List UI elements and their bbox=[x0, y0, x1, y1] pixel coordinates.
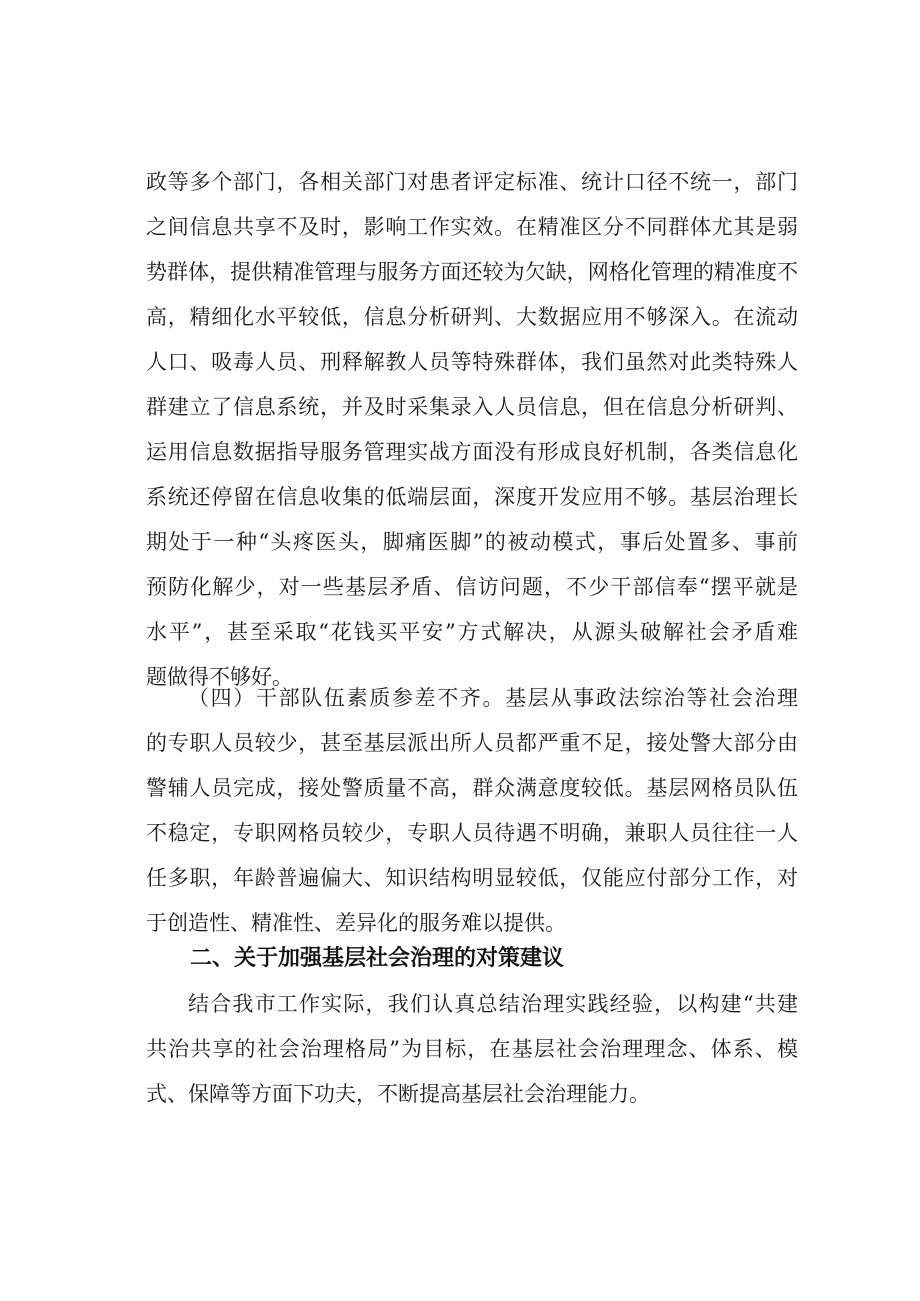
text-line: （四）干部队伍素质参差不齐。基层从事政法综治等社会治理 bbox=[188, 686, 798, 710]
text-line: 任多职，年龄普遍偏大、知识结构明显较低，仅能应付部分工作，对 bbox=[146, 866, 798, 890]
text-line: 警辅人员完成，接处警质量不高，群众满意度较低。基层网格员队伍 bbox=[146, 776, 798, 800]
text-line: 群建立了信息系统，并及时采集录入人员信息，但在信息分析研判、 bbox=[146, 395, 798, 419]
text-line: 运用信息数据指导服务管理实战方面没有形成良好机制，各类信息化 bbox=[146, 440, 798, 464]
paragraph-2 bbox=[146, 676, 798, 946]
section-heading: 二、关于加强基层社会治理的对策建议 bbox=[190, 946, 565, 971]
text-line: 共治共享的社会治理格局”为目标，在基层社会治理理念、体系、模 bbox=[146, 1037, 798, 1061]
text-line: 结合我市工作实际，我们认真总结治理实践经验，以构建“共建 bbox=[188, 992, 798, 1016]
text-line: 势群体，提供精准管理与服务方面还较为欠缺，网格化管理的精准度不 bbox=[146, 260, 798, 284]
text-line: 之间信息共享不及时，影响工作实效。在精准区分不同群体尤其是弱 bbox=[146, 215, 798, 239]
text-line: 高，精细化水平较低，信息分析研判、大数据应用不够深入。在流动 bbox=[146, 305, 798, 329]
text-line: 预防化解少，对一些基层矛盾、信访问题，不少干部信奉“摆平就是 bbox=[146, 575, 798, 599]
paragraph-1 bbox=[146, 160, 798, 700]
text-line: 的专职人员较少，甚至基层派出所人员都严重不足，接处警大部分由 bbox=[146, 731, 798, 755]
text-line: 题做得不够好。 bbox=[146, 665, 293, 689]
text-line: 不稳定，专职网格员较少，专职人员待遇不明确，兼职人员往往一人 bbox=[146, 821, 798, 845]
text-line: 于创造性、精准性、差异化的服务难以提供。 bbox=[146, 911, 566, 935]
text-line: 人口、吸毒人员、刑释解教人员等特殊群体，我们虽然对此类特殊人 bbox=[146, 350, 798, 374]
text-line: 水平”，甚至采取“花钱买平安”方式解决，从源头破解社会矛盾难 bbox=[146, 620, 798, 644]
text-line: 式、保障等方面下功夫，不断提高基层社会治理能力。 bbox=[146, 1082, 650, 1106]
paragraph-3 bbox=[146, 982, 798, 1117]
text-line: 系统还停留在信息收集的低端层面，深度开发应用不够。基层治理长 bbox=[146, 485, 798, 509]
text-line: 政等多个部门，各相关部门对患者评定标准、统计口径不统一，部门 bbox=[146, 170, 798, 194]
text-line: 期处于一种“头疼医头，脚痛医脚”的被动模式，事后处置多、事前 bbox=[146, 530, 798, 554]
